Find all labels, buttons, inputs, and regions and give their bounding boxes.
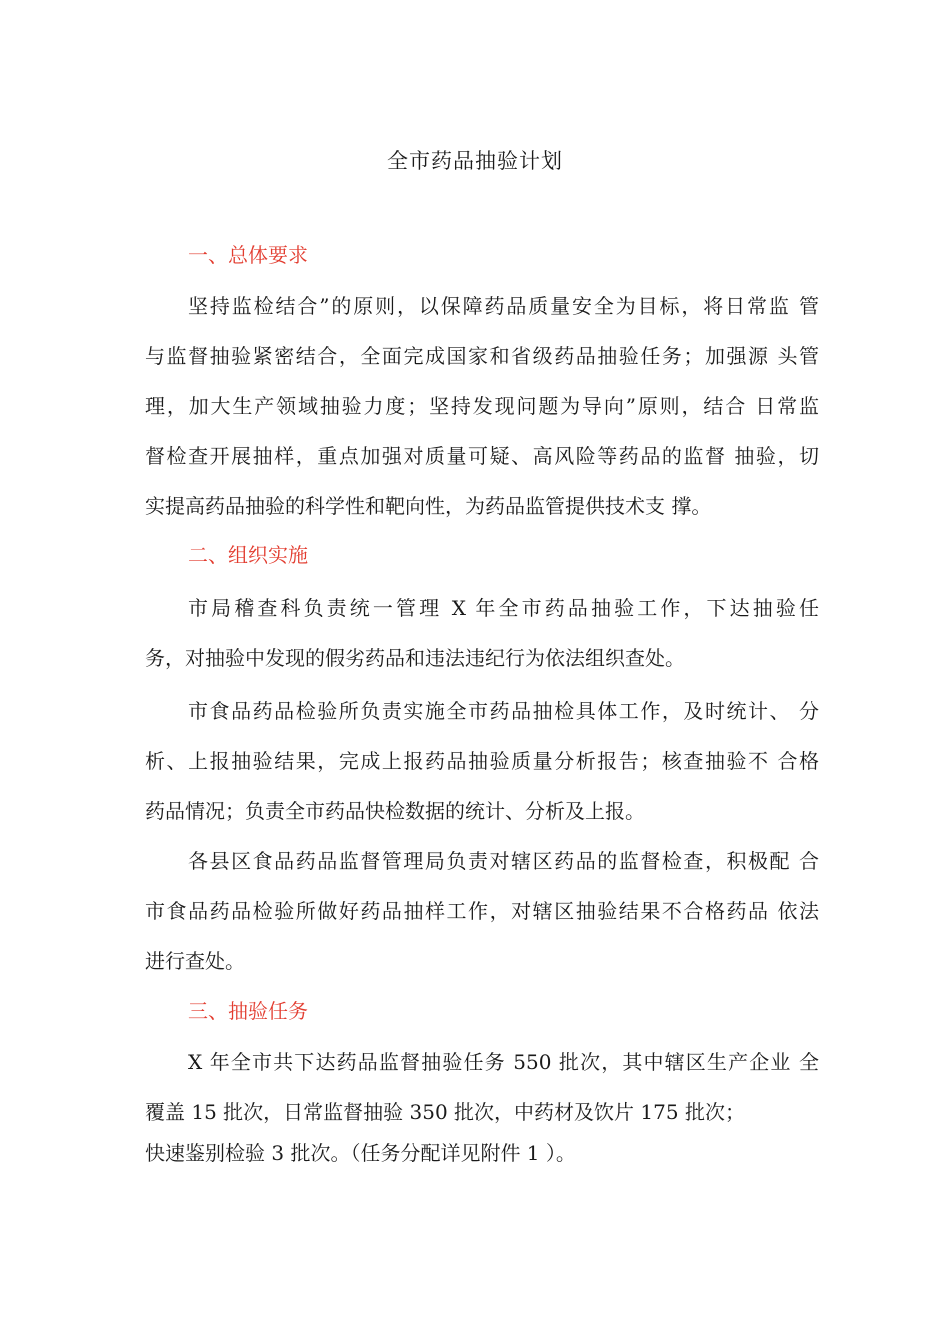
paragraph-line: 市食品药品检验所做好药品抽样工作，对辖区抽验结果不合格药品 依法 xyxy=(145,899,819,923)
paragraph-line: 实提高药品抽验的科学性和靶向性，为药品监管提供技术支 撑。 xyxy=(145,494,712,518)
paragraph-organization-3 xyxy=(145,836,819,986)
paragraph-line: 务，对抽验中发现的假劣药品和违法违纪行为依法组织查处。 xyxy=(145,646,685,670)
paragraph-line: 市局稽查科负责统一管理 X 年全市药品抽验工作，下达抽验任 xyxy=(188,596,819,620)
section-heading-sampling-tasks: 三、抽验任务 xyxy=(188,999,308,1023)
paragraph-line: 与监督抽验紧密结合，全面完成国家和省级药品抽验任务；加强源 头管 xyxy=(145,344,819,368)
paragraph-line: 药品情况；负责全市药品快检数据的统计、分析及上报。 xyxy=(145,799,645,823)
paragraph-line: 覆盖 15 批次，日常监督抽验 350 批次，中药材及饮片 175 批次； xyxy=(145,1100,745,1124)
paragraph-organization-2 xyxy=(145,686,819,836)
document-title: 全市药品抽验计划 xyxy=(387,149,563,173)
paragraph-line: 进行查处。 xyxy=(145,949,245,973)
paragraph-line: 快速鉴别检验 3 批次。（任务分配详见附件 1 ）。 xyxy=(145,1141,576,1165)
paragraph-overall-requirements xyxy=(145,281,819,531)
section-heading-overall-requirements: 一、总体要求 xyxy=(188,243,308,267)
paragraph-line: 理，加大生产领域抽验力度；坚持发现问题为导向”原则，结合 日常监 xyxy=(145,394,819,418)
paragraph-line: 市食品药品检验所负责实施全市药品抽检具体工作，及时统计、 分 xyxy=(188,699,819,723)
paragraph-line: 各县区食品药品监督管理局负责对辖区药品的监督检查，积极配 合 xyxy=(188,849,819,873)
paragraph-line: 督检查开展抽样，重点加强对质量可疑、高风险等药品的监督 抽验，切 xyxy=(145,444,819,468)
paragraph-sampling-tasks xyxy=(145,1037,819,1169)
paragraph-line: 析、上报抽验结果，完成上报药品抽验质量分析报告；核查抽验不 合格 xyxy=(145,749,819,773)
paragraph-line: 坚持监检结合”的原则，以保障药品质量安全为目标，将日常监 管 xyxy=(188,294,819,318)
section-heading-organization: 二、组织实施 xyxy=(188,543,308,567)
paragraph-line: X 年全市共下达药品监督抽验任务 550 批次，其中辖区生产企业 全 xyxy=(188,1050,819,1074)
paragraph-organization-1 xyxy=(145,583,819,683)
